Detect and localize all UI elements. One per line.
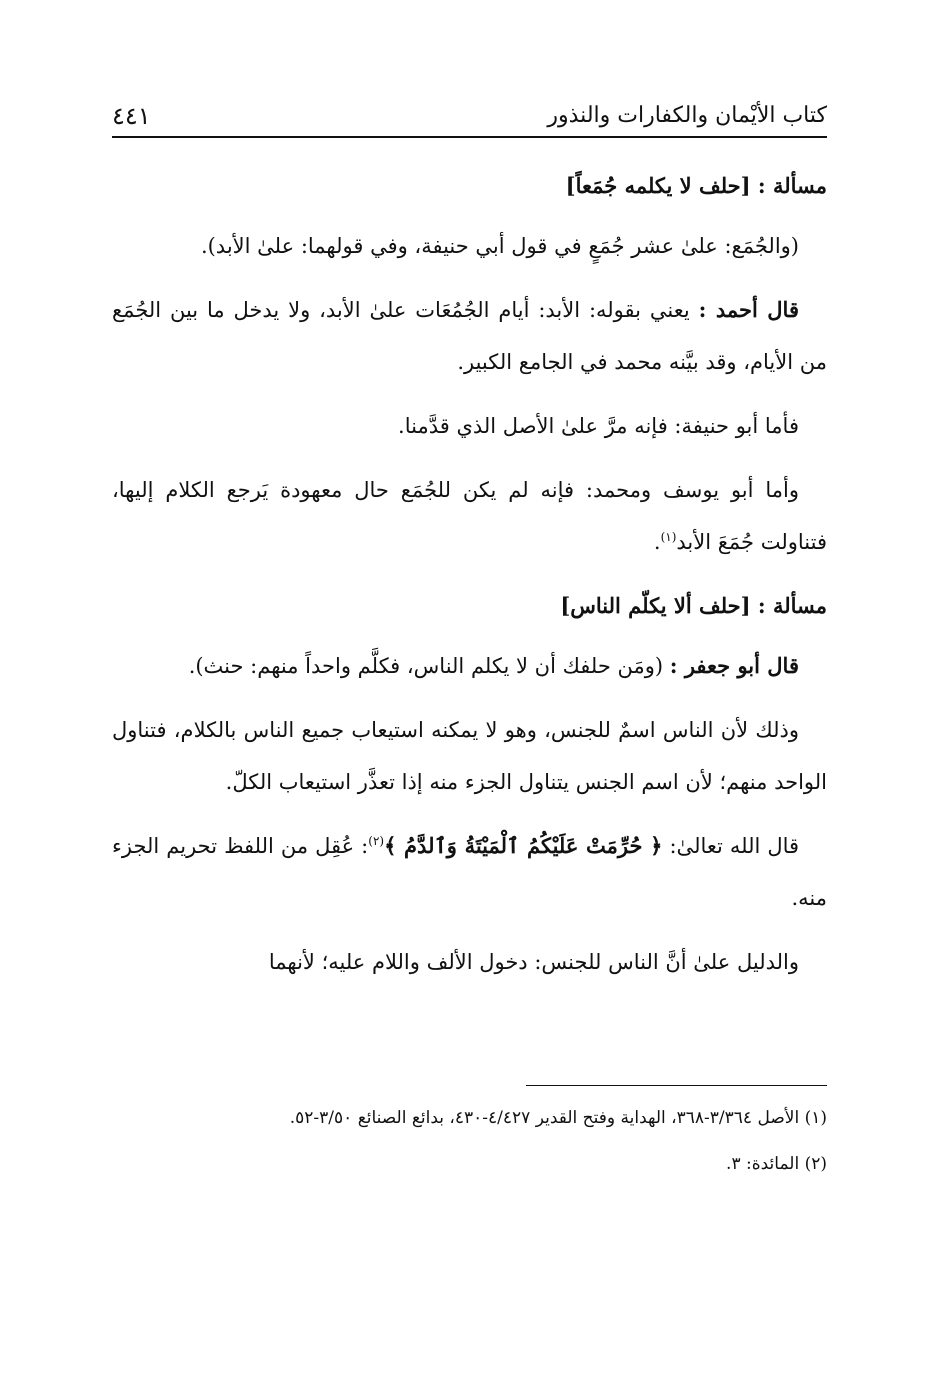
issue-label: مسألة : [757,173,827,198]
speaker-label: قال أحمد : [698,297,799,322]
commentary-paragraph [112,284,827,388]
main-text [112,160,827,1000]
paragraph-text: قال الله تعالىٰ: [669,834,800,858]
footnote: (٢) المائدة: ٣. [726,1154,827,1174]
issue-heading [112,580,827,632]
speaker-label: قال أبو جعفر : [669,653,799,678]
footnotes [112,1098,827,1190]
paragraph-text: وأما أبو يوسف ومحمد: فإنه لم يكن للجُمَع حال معهودة يَرجع الكلام إليها، فتناولت جُمَعَ الأبد [112,478,827,554]
quran-verse: ﴿ حُرِّمَتْ عَلَيْكُمُ ٱلْمَيْتَةُ وَٱلدَّمُ ﴾ [384,833,663,858]
page-number: ٤٤١ [112,102,151,130]
paragraph [112,464,827,568]
paragraph-text: : عُقِل من اللفظ تحريم الجزء منه. [112,834,827,910]
footnote-ref: (٢) [368,834,385,848]
paragraph: وذلك لأن الناس اسمٌ للجنس، وهو لا يمكنه استيعاب جميع الناس بالكلام، فتناول الواحد منهم؛ لأن اسم الجنس يتناول الجزء منه إذا تعذَّر استيعاب الكلّ. [112,718,827,794]
quoted-text: (ومَن حلفك أن لا يكلم الناس، فكلَّم واحداً منهم: حنث). [188,654,664,678]
issue-title: [حلف لا يكلمه جُمَعاً] [565,173,751,198]
paragraph-end: . [653,530,661,554]
quoted-text: (والجُمَع: علىٰ عشر جُمَعٍ في قول أبي حنيفة، وفي قولهما: علىٰ الأبد). [200,234,799,258]
issue-heading [112,160,827,212]
issue-label: مسألة : [757,593,827,618]
footnote-divider [526,1085,827,1086]
page-header [112,92,827,138]
quran-paragraph [112,820,827,924]
issue-title: [حلف ألا يكلّم الناس] [560,593,751,618]
footnote-ref: (١) [660,530,677,544]
running-title: كتاب الأيْمان والكفارات والنذور [547,103,827,128]
paragraph: فأما أبو حنيفة: فإنه مرَّ علىٰ الأصل الذي قدَّمنا. [398,414,799,438]
commentary-text: يعني بقوله: الأبد: أيام الجُمُعَات علىٰ الأبد، ولا يدخل ما بين الجُمَع من الأيام، وقد بيَّنه محمد في الجامع الكبير. [112,298,827,374]
quoted-paragraph [112,640,827,692]
paragraph: والدليل علىٰ أنَّ الناس للجنس: دخول الألف واللام عليه؛ لأنهما [268,950,799,974]
footnote: (١) الأصل ٣/٣٦٤-٣٦٨، الهداية وفتح القدير ٤/٤٢٧-٤٣٠، بدائع الصنائع ٣/٥٠-٥٢. [289,1108,827,1128]
